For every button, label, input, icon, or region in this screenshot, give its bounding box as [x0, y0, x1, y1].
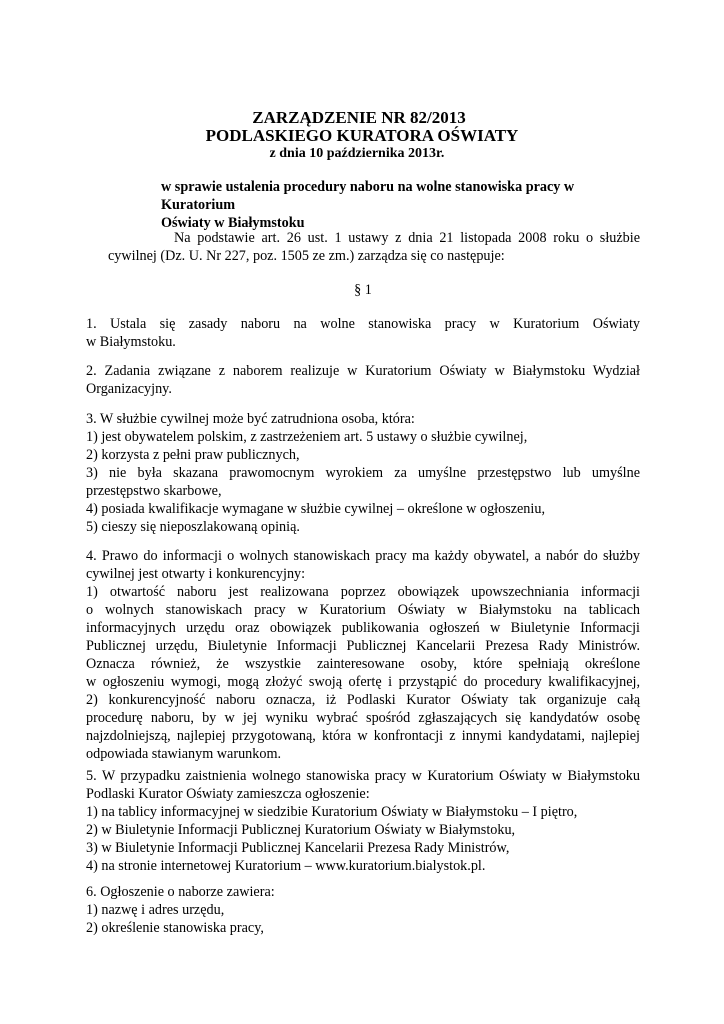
paragraph-line: informacyjnych urzędu oraz obowiązek publikowania ogłoszeń w Biuletynie Informacji — [86, 620, 640, 636]
paragraph-line: Publicznej urzędu, Biuletynie Informacji Publicznej Kancelarii Prezesa Rady Ministrów. — [86, 638, 640, 654]
list-item: 1) jest obywatelem polskim, z zastrzeżeniem art. 5 ustawy o służbie cywilnej, — [86, 429, 528, 445]
list-item: 2) korzysta z pełni praw publicznych, — [86, 447, 300, 463]
preamble-cont — [108, 247, 640, 265]
title-line-1: ZARZĄDZENIE NR 82/2013 — [252, 108, 466, 127]
list-item: 2) określenie stanowiska pracy, — [86, 920, 264, 936]
paragraph-5 — [86, 767, 640, 875]
document-issuer: PODLASKIEGO KURATORA OŚWIATY — [205, 126, 519, 145]
list-item: 4) posiada kwalifikacje wymagane w służbie cywilnej – określone w ogłoszeniu, — [86, 501, 545, 517]
document-title — [0, 108, 724, 128]
paragraph-line: procedurę naboru, by w jej wyniku wybrać spośród zgłaszających się kandydatów osobę — [86, 710, 640, 726]
paragraph-line: odpowiada stawianym warunkom. — [86, 746, 282, 762]
paragraph-line: najzdolniejszą, najlepiej przygotowaną, która w konfrontacji z innymi kandydatami, najlepiej — [86, 728, 640, 744]
section-mark: § 1 — [354, 282, 372, 298]
paragraph-line: o wolnych stanowiskach pracy w Kuratorium Oświaty w Białymstoku na tablicach — [86, 602, 640, 618]
list-item: 5) cieszy się nieposzlakowaną opinią. — [86, 519, 300, 535]
list-item: 4) na stronie internetowej Kuratorium – www.kuratorium.bialystok.pl. — [86, 858, 486, 874]
paragraph-line: Organizacyjny. — [86, 381, 172, 397]
paragraph-line: 1) otwartość naboru jest realizowana poprzez obowiązek upowszechniania informacji — [86, 584, 640, 600]
paragraph-line: 2) konkurencyjność naboru oznacza, iż Podlaski Kurator Oświaty tak organizuje całą — [86, 692, 640, 708]
paragraph-line: 2. Zadania związane z naborem realizuje w Kuratorium Oświaty w Białymstoku Wydział — [86, 363, 640, 379]
subject-line: w sprawie ustalenia procedury naboru na wolne stanowiska pracy w Kuratorium — [161, 179, 575, 213]
title-line-3: z dnia 10 października 2013r. — [269, 146, 445, 161]
paragraph-line: cywilnej jest otwarty i konkurencyjny: — [86, 566, 306, 582]
paragraph-line: 5. W przypadku zaistnienia wolnego stanowiska pracy w Kuratorium Oświaty w Białymstoku — [86, 768, 640, 784]
paragraph-line: 6. Ogłoszenie o naborze zawiera: — [86, 884, 275, 900]
paragraph-line: 3. W służbie cywilnej może być zatrudniona osoba, która: — [86, 411, 415, 427]
list-item: 1) na tablicy informacyjnej w siedzibie Kuratorium Oświaty w Białymstoku – I piętro, — [86, 804, 578, 820]
paragraph-line: 1. Ustala się zasady naboru na wolne stanowiska pracy w Kuratorium Oświaty — [86, 316, 640, 332]
document-subject — [161, 178, 641, 232]
paragraph-line: w ogłoszeniu wymogi, mogą złożyć swoją ofertę i przystąpić do procedury kwalifikacyjnej, — [86, 674, 640, 690]
subject-line: Oświaty w Białymstoku — [161, 215, 305, 231]
paragraph-line: w Białymstoku. — [86, 334, 176, 350]
list-item: 2) w Biuletynie Informacji Publicznej Kuratorium Oświaty w Białymstoku, — [86, 822, 516, 838]
preamble-line: cywilnej (Dz. U. Nr 227, poz. 1505 ze zm.) zarządza się co następuje: — [108, 248, 505, 264]
preamble-line: Na podstawie art. 26 ust. 1 ustawy z dnia 21 listopada 2008 roku o służbie — [174, 230, 640, 246]
paragraph-line: 4. Prawo do informacji o wolnych stanowiskach pracy ma każdy obywatel, a nabór do służby — [86, 548, 640, 564]
list-item: 3) w Biuletynie Informacji Publicznej Kancelarii Prezesa Rady Ministrów, — [86, 840, 510, 856]
list-item: 3) nie była skazana prawomocnym wyrokiem za umyślne przestępstwo lub umyślne — [86, 465, 640, 481]
preamble — [108, 229, 640, 247]
paragraph-1 — [86, 315, 640, 351]
list-item: 1) nazwę i adres urzędu, — [86, 902, 225, 918]
document-date — [0, 145, 724, 163]
paragraph-4 — [86, 547, 640, 763]
paragraph-line: Oznacza również, że wszystkie zainteresowane osoby, które spełniają określone — [86, 656, 640, 672]
paragraph-2 — [86, 362, 640, 398]
list-item: przestępstwo skarbowe, — [86, 483, 222, 499]
paragraph-line: Podlaski Kurator Oświaty zamieszcza ogłoszenie: — [86, 786, 370, 802]
paragraph-6 — [86, 883, 640, 937]
paragraph-3 — [86, 410, 640, 536]
